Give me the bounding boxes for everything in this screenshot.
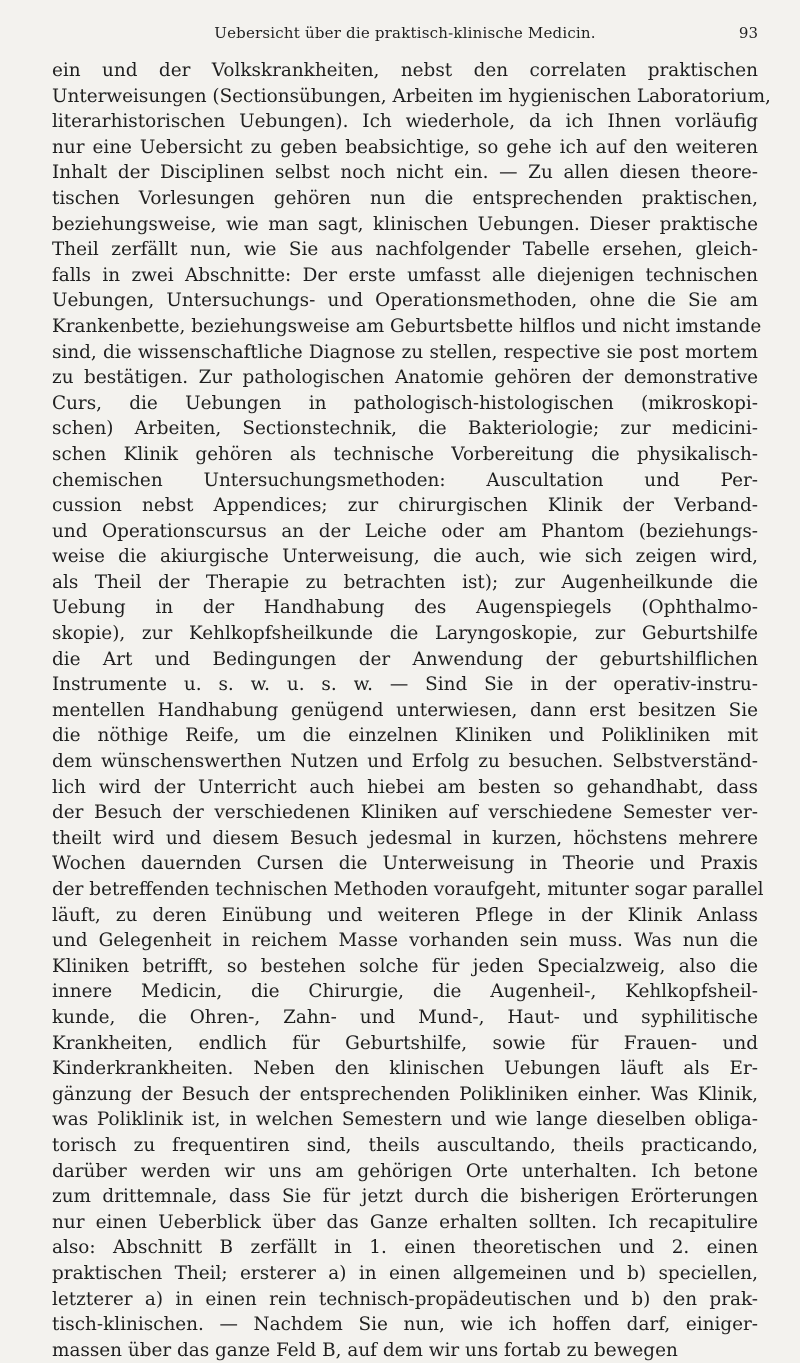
text-line: torisch zu frequentiren sind, theils auscultando, theils practicando,: [52, 1134, 758, 1156]
text-line: zum drittemnale, dass Sie für jetzt durch die bisherigen Erörterungen: [52, 1186, 758, 1208]
text-line: kunde, die Ohren-, Zahn- und Mund-, Haut- und syphilitische: [52, 1006, 758, 1028]
text-line: chemischen Untersuchungsmethoden: Auscultation und Per-: [52, 469, 758, 491]
text-line: darüber werden wir uns am gehörigen Orte unterhalten. Ich betone: [52, 1160, 758, 1182]
text-line: skopie), zur Kehlkopfsheilkunde die Laryngoskopie, zur Geburtshilfe: [52, 623, 758, 645]
text-line: ein und der Volkskrankheiten, nebst den correlaten praktischen: [52, 60, 758, 81]
text-line: also: Abschnitt B zerfällt in 1. einen theoretischen und 2. einen: [52, 1237, 758, 1259]
text-line: nur eine Uebersicht zu geben beabsichtige, so gehe ich auf den weiteren: [52, 136, 758, 158]
text-line: schen) Arbeiten, Sectionstechnik, die Bakteriologie; zur medicini-: [52, 418, 758, 440]
text-line: tisch-klinischen. — Nachdem Sie nun, wie ich hoffen darf, einiger-: [52, 1314, 758, 1336]
text-line: gänzung der Besuch der entsprechenden Polikliniken einher. Was Klinik,: [52, 1083, 758, 1105]
page-number: 93: [738, 24, 758, 42]
text-line: massen über das ganze Feld B, auf dem wir uns fortab zu bewegen: [52, 1339, 678, 1361]
text-line: sind, die wissenschaftliche Diagnose zu stellen, respective sie post mortem: [52, 341, 758, 363]
page-header: [52, 24, 758, 48]
text-line: schen Klinik gehören als technische Vorbereitung die physikalisch-: [52, 443, 758, 465]
text-line: innere Medicin, die Chirurgie, die Augenheil-, Kehlkopfsheil-: [52, 981, 758, 1003]
text-line: der Besuch der verschiedenen Kliniken auf verschiedene Semester ver-: [52, 802, 758, 824]
text-line: Theil zerfällt nun, wie Sie aus nachfolgender Tabelle ersehen, gleich-: [52, 239, 758, 261]
text-line: zu bestätigen. Zur pathologischen Anatomie gehören der demonstrative: [52, 367, 758, 389]
text-line: Inhalt der Disciplinen selbst noch nicht ein. — Zu allen diesen theore-: [52, 162, 758, 184]
text-line: mentellen Handhabung genügend unterwiesen, dann erst besitzen Sie: [52, 699, 758, 721]
text-line: Wochen dauernden Cursen die Unterweisung in Theorie und Praxis: [52, 853, 758, 875]
text-line: beziehungsweise, wie man sagt, klinischen Uebungen. Dieser praktische: [52, 213, 758, 235]
text-line: Uebung in der Handhabung des Augenspiegels (Ophthalmo-: [52, 597, 758, 619]
text-line: die Art und Bedingungen der Anwendung der geburtshilflichen: [52, 648, 758, 670]
text-line: tischen Vorlesungen gehören nun die entsprechenden praktischen,: [52, 187, 758, 209]
text-line: cussion nebst Appendices; zur chirurgischen Klinik der Verband-: [52, 495, 758, 517]
text-line: als Theil der Therapie zu betrachten ist); zur Augenheilkunde die: [52, 571, 758, 593]
text-line: was Poliklinik ist, in welchen Semestern und wie lange dieselben obliga-: [52, 1109, 758, 1131]
text-line: dem wünschenswerthen Nutzen und Erfolg zu besuchen. Selbstverständ-: [52, 751, 758, 773]
text-line: Krankenbette, beziehungsweise am Geburtsbette hilflos und nicht imstande: [52, 315, 762, 337]
text-line: Kinderkrankheiten. Neben den klinischen Uebungen läuft als Er-: [52, 1058, 758, 1080]
text-line: literarhistorischen Uebungen). Ich wiederhole, da ich Ihnen vorläufig: [52, 111, 758, 133]
body-text: [52, 58, 771, 1363]
running-head: Uebersicht über die praktisch-klinische Medicin.: [214, 24, 596, 42]
text-line: nur einen Ueberblick über das Ganze erhalten sollten. Ich recapitulire: [52, 1211, 758, 1233]
text-line: praktischen Theil; ersterer a) in einen allgemeinen und b) speciellen,: [52, 1262, 758, 1284]
text-line: Krankheiten, endlich für Geburtshilfe, sowie für Frauen- und: [52, 1032, 758, 1054]
text-line: die nöthige Reife, um die einzelnen Kliniken und Polikliniken mit: [52, 725, 758, 747]
text-line: der betreffenden technischen Methoden voraufgeht, mitunter sogar parallel: [52, 879, 764, 900]
text-line: Kliniken betrifft, so bestehen solche für jeden Specialzweig, also die: [52, 955, 758, 977]
text-line: lich wird der Unterricht auch hiebei am besten so gehandhabt, dass: [52, 776, 758, 798]
text-line: falls in zwei Abschnitte: Der erste umfasst alle diejenigen technischen: [52, 264, 758, 286]
text-line: und Gelegenheit in reichem Masse vorhanden sein muss. Was nun die: [52, 930, 758, 952]
text-line: Unterweisungen (Sectionsübungen, Arbeiten im hygienischen Laboratorium,: [52, 85, 771, 107]
text-line: Curs, die Uebungen in pathologisch-histologischen (mikroskopi-: [52, 392, 758, 414]
text-line: weise die akiurgische Unterweisung, die auch, wie sich zeigen wird,: [52, 546, 758, 568]
text-line: letzterer a) in einen rein technisch-propädeutischen und b) den prak-: [52, 1288, 758, 1310]
text-line: Uebungen, Untersuchungs- und Operationsmethoden, ohne die Sie am: [52, 290, 758, 312]
text-line: theilt wird und diesem Besuch jedesmal in kurzen, höchstens mehrere: [52, 827, 758, 849]
text-line: läuft, zu deren Einübung und weiteren Pflege in der Klinik Anlass: [52, 904, 758, 926]
text-line: Instrumente u. s. w. u. s. w. — Sind Sie in der operativ-instru-: [52, 674, 758, 696]
text-line: und Operationscursus an der Leiche oder am Phantom (beziehungs-: [52, 520, 758, 542]
